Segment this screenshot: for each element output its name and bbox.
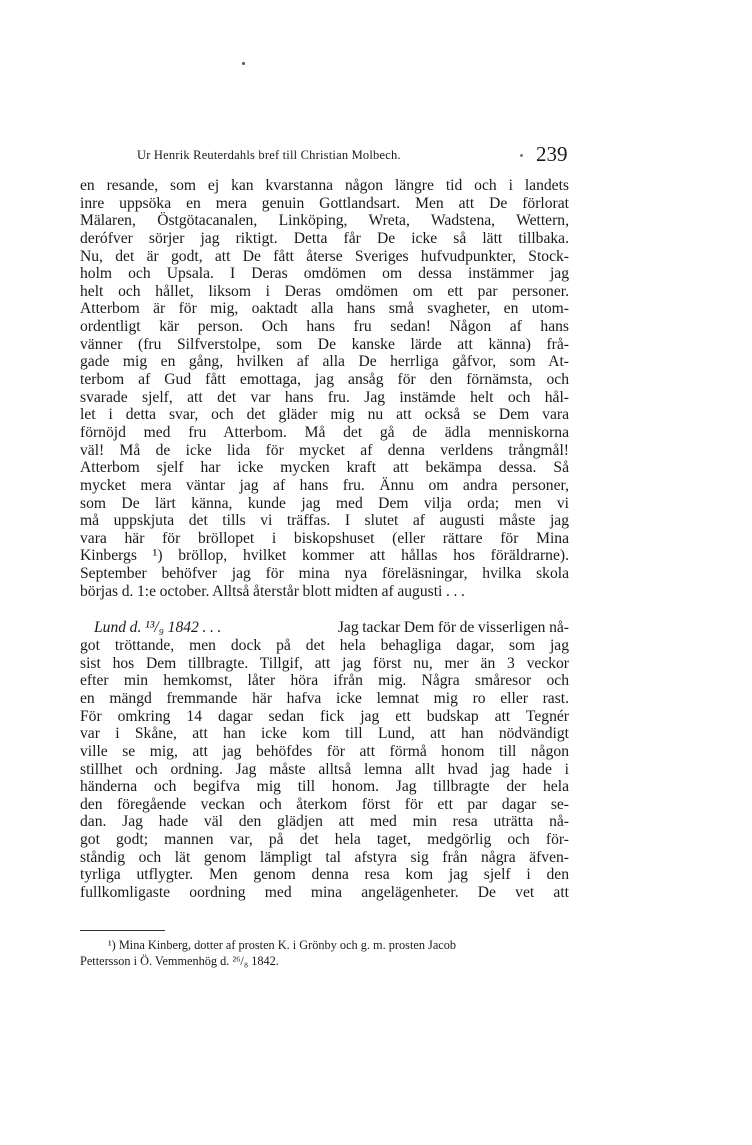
letter-text bbox=[80, 177, 569, 902]
text-line: vänner (fru Silfverstolpe, som De kanske lärde att känna) frå- bbox=[80, 335, 569, 353]
text-line: vara här för bröllopet i biskopshuset (eller rättare för Mina bbox=[80, 529, 569, 547]
text-line: Jag tackar Dem för de visserligen nå- bbox=[337, 619, 569, 637]
footnote-line-1: ¹) Mina Kinberg, dotter af prosten K. i Grönby och g. m. prosten Jacob bbox=[108, 938, 457, 952]
dateline: Lund d. ¹³/₉ 1842 . . . bbox=[94, 619, 222, 637]
text-line: got godt; mannen var, på det hela taget, medgörlig och för- bbox=[80, 831, 569, 849]
text-line: väl! Må de icke lida för mycket af denna verldens trångmål! bbox=[80, 441, 569, 459]
text-line: Kinbergs ¹) bröllop, hvilket kommer att hållas hos föräldrarne). bbox=[80, 547, 569, 565]
text-line: börjas d. 1:e october. Alltså återstår blott midten af augusti . . . bbox=[80, 582, 465, 600]
text-line: got tröttande, men dock på det hela behagliga dagar, som jag bbox=[80, 637, 569, 655]
text-line: ville se mig, att jag behöfdes för att förmå honom till någon bbox=[80, 742, 569, 760]
text-line: För omkring 14 dagar sedan fick jag ett budskap att Tegnér bbox=[80, 707, 569, 725]
text-line: den föregående veckan och återkom först för ett par dagar se- bbox=[80, 795, 569, 813]
footnote-line-2: Pettersson i Ö. Vemmenhög d. ²⁶/₈ 1842. bbox=[80, 954, 279, 968]
dateline-row bbox=[80, 619, 569, 637]
text-line: inre uppsöka en mera genuin Gottlandsart. Men att De förlorat bbox=[80, 194, 569, 212]
text-line: tyrliga utflygter. Men genom denna resa kom jag sjelf i den bbox=[80, 866, 569, 884]
text-line: en resande, som ej kan kvarstanna någon längre tid och i landets bbox=[80, 177, 569, 194]
text-line: stillhet och ordning. Jag måste alltså lemna allt hvad jag hade i bbox=[80, 760, 569, 778]
text-line: svarade sjelf, att det var hans fru. Jag instämde helt och hål- bbox=[80, 388, 569, 406]
text-line: Mälaren, Östgötacanalen, Linköping, Wreta, Wadstena, Wettern, bbox=[80, 212, 569, 230]
text-line: förnöjd med fru Atterbom. Må det gå de ädla menniskorna bbox=[80, 423, 569, 441]
footnote bbox=[80, 937, 569, 969]
footnote-rule bbox=[80, 930, 165, 931]
text-line: terbom af Gud fått emottaga, jag ansåg för den förnämsta, och bbox=[80, 371, 569, 389]
text-line: som De lärt känna, kunde jag med Dem vilja orda; men vi bbox=[80, 494, 569, 512]
text-line: derófver sörjer jag riktigt. Detta får De icke så lätt tillbaka. bbox=[80, 229, 569, 247]
text-line: efter min hemkomst, låter höra ifrån mig. Några småresor och bbox=[80, 672, 569, 690]
paragraph-2 bbox=[80, 619, 569, 901]
text-line: ståndig och lät genom lämpligt tal afstyra sig från några äfven- bbox=[80, 848, 569, 866]
paragraph-gap bbox=[80, 600, 569, 619]
paragraph-1 bbox=[80, 177, 569, 600]
text-line: må uppskjuta det tills vi träffas. I slutet af augusti måste jag bbox=[80, 512, 569, 530]
text-line: September behöfver jag för mina nya föreläsningar, hvilka skola bbox=[80, 565, 569, 583]
text-line: gade mig en gång, hvilken af alla De herrliga gåfvor, som At- bbox=[80, 353, 569, 371]
text-line: mycket mera väntar jag af hans fru. Ännu om andra personer, bbox=[80, 476, 569, 494]
page-number: 239 bbox=[536, 142, 568, 166]
text-line: händerna och begifva mig till honom. Jag tillbragte der hela bbox=[80, 778, 569, 796]
print-speck bbox=[242, 62, 245, 65]
text-line: en mängd fremmande här hafva icke lemnat mig ro eller rast. bbox=[80, 689, 569, 707]
text-line: sist hos Dem tillbragte. Tillgif, att jag först nu, mer än 3 veckor bbox=[80, 654, 569, 672]
text-line: let i detta svar, och det gläder mig nu att också se Dem vara bbox=[80, 406, 569, 424]
text-line: fullkomligaste oordning med mina angelägenheter. De vet att bbox=[80, 883, 569, 901]
text-line: Nu, det är godt, att De fått återse Sveriges hufvudpunkter, Stock- bbox=[80, 247, 569, 265]
text-line: holm och Upsala. I Deras omdömen om dessa instämmer jag bbox=[80, 265, 569, 283]
text-line: Atterbom sjelf har icke mycken kraft att bekämpa dessa. Så bbox=[80, 459, 569, 477]
text-line: dan. Jag hade väl den glädjen att med min resa uträtta nå- bbox=[80, 813, 569, 831]
text-line: Atterbom är för mig, oaktadt alla hans små svagheter, en utom- bbox=[80, 300, 569, 318]
running-head: Ur Henrik Reuterdahls bref till Christian Molbech. bbox=[137, 148, 401, 162]
text-line: helt och hållet, liksom i Deras omdömen om ett par personer. bbox=[80, 282, 569, 300]
text-line: var i Skåne, att han icke kom till Lund, att han nödvändigt bbox=[80, 725, 569, 743]
text-line: ordentligt kär person. Och hans fru sedan! Någon af hans bbox=[80, 318, 569, 336]
